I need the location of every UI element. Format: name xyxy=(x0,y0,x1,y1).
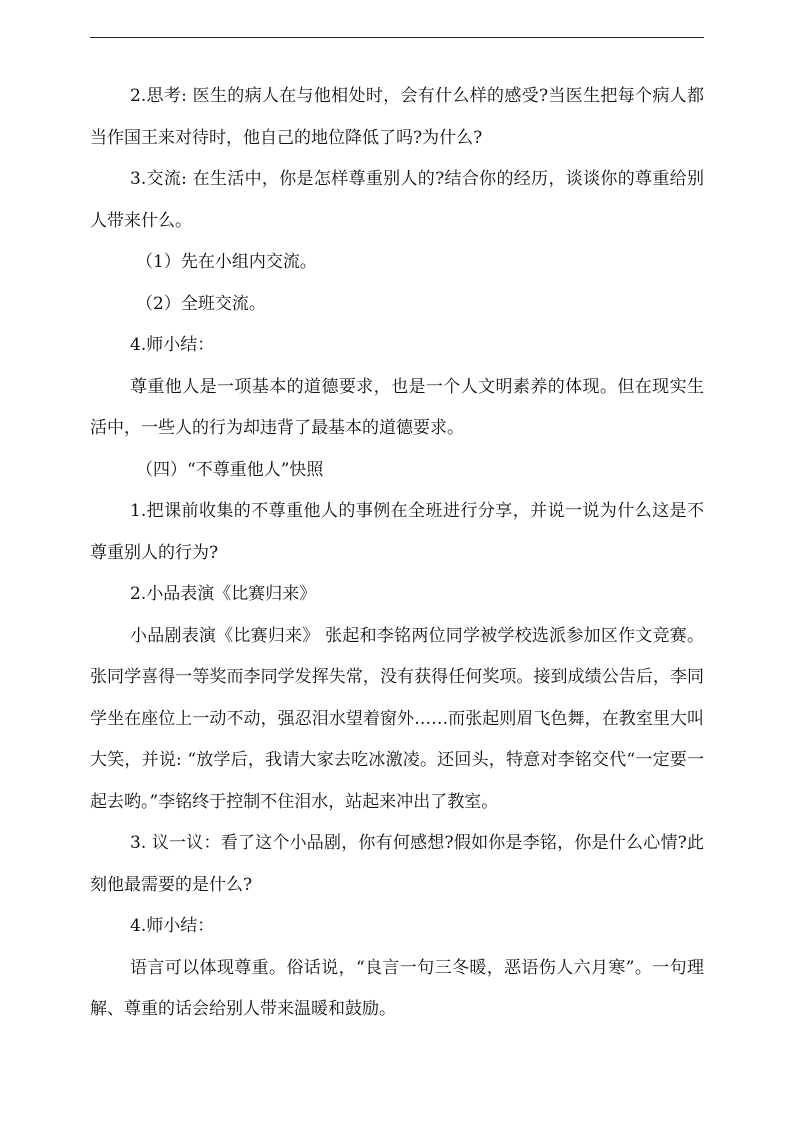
paragraph-exchange: 3.交流: 在生活中，你是怎样尊重别人的?结合你的经历，谈谈你的尊重给别人带来什么。 xyxy=(90,169,704,231)
paragraph-skit-story: 小品剧表演《比赛归来》 张起和李铭两位同学被学校选派参加区作文竞赛。张同学喜得一等奖而李同学发挥失常，没有获得任何奖项。接到成绩公告后，李同学坐在座位上一动不动，强忍泪水望着窗外……而张起则眉飞色舞，在教室里大叫大笑，并说: “放学后，我请大家去吃冰激凌。还回头，特意对李铭交代“一定要一起去哟。”李铭终于控制不住泪水，站起来冲出了教室。 xyxy=(90,625,704,812)
paragraph-share-examples: 1.把课前收集的不尊重他人的事例在全班进行分享，并说一说为什么这是不尊重别人的行为? xyxy=(90,501,704,563)
paragraph-skit-title: 2.小品表演《比赛归来》 xyxy=(130,584,317,604)
paragraph-think: 2.思考: 医生的病人在与他相处时，会有什么样的感受?当医生把每个病人都当作国王来对待时，他自己的地位降低了吗?为什么? xyxy=(90,86,704,148)
paragraph-class-exchange: （2）全班交流。 xyxy=(136,293,266,314)
header-rule xyxy=(90,37,704,38)
paragraph-teacher-summary-1: 4.师小结： xyxy=(130,335,215,355)
paragraph-group-exchange: （1）先在小组内交流。 xyxy=(136,252,317,272)
paragraph-summary-text-1: 尊重他人是一项基本的道德要求，也是一个人文明素养的体现。但在现实生活中，一些人的行为却违背了最基本的道德要求。 xyxy=(90,376,704,438)
paragraph-discuss: 3. 议一议：看了这个小品剧，你有何感想?假如你是李铭，你是什么心情?此刻他最需要的是什么? xyxy=(90,833,704,895)
section-heading-snapshot: （四）“不尊重他人”快照 xyxy=(136,459,324,480)
document-body xyxy=(90,76,704,1031)
paragraph-summary-text-2: 语言可以体现尊重。俗话说，“良言一句三冬暖，恶语伤人六月寒”。一句理解、尊重的话会给别人带来温暖和鼓励。 xyxy=(90,957,704,1019)
paragraph-teacher-summary-2: 4.师小结： xyxy=(130,916,215,936)
